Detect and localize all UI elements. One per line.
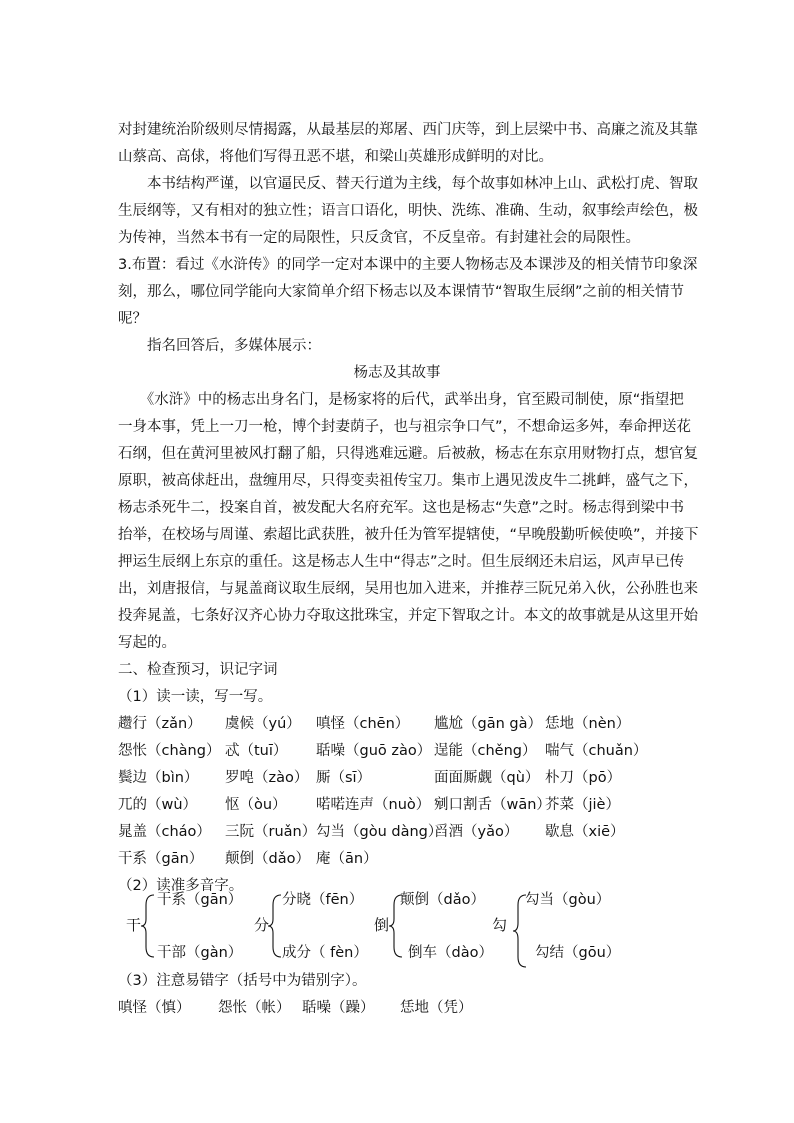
paragraph-line: 刻，那么，哪位同学能向大家简单介绍下杨志以及本课情节“智取生辰纲”之前的相关情节 xyxy=(118,284,685,300)
error-item: 恁地（凭） xyxy=(400,1000,473,1016)
vocab-item: 恁地（nèn） xyxy=(545,716,631,732)
polyphone-item: 成分（ fèn） xyxy=(282,945,368,961)
vocab-item: 逞能（chěng） xyxy=(434,743,537,759)
error-item: 怨怅（帐） xyxy=(218,1000,291,1016)
vocab-item: 兀的（wù） xyxy=(118,797,198,813)
vocab-item: 怄（òu） xyxy=(225,797,287,813)
vocab-item: 剜口割舌（wān） xyxy=(434,797,551,813)
vocab-item: 罗唣（zào） xyxy=(225,770,309,786)
vocab-item: 颠倒（dǎo） xyxy=(225,851,310,867)
vocab-item: 嗔怪（chēn） xyxy=(316,716,410,732)
polyphone-item: 分晓（fēn） xyxy=(282,892,364,908)
vocab-item: 趱行（zǎn） xyxy=(118,716,202,732)
polyphone-item: 颠倒（dǎo） xyxy=(400,892,485,908)
paragraph-line: 指名回答后，多媒体展示： xyxy=(118,338,321,354)
error-item: 嗔怪（慎） xyxy=(118,1000,191,1016)
section-heading: 二、检查预习，识记字词 xyxy=(118,662,278,678)
paragraph-line: 对封建统治阶级则尽情揭露，从最基层的郑屠、西门庆等，到上层梁中书、高廉之流及其靠 xyxy=(118,122,698,138)
vocab-item: 喘气（chuǎn） xyxy=(545,743,648,759)
subsection-heading: （2）读准多音字。 xyxy=(118,878,244,894)
vocab-item: 舀酒（yǎo） xyxy=(434,824,519,840)
polyphone-item: 倒车（dào） xyxy=(408,945,493,961)
story-line: 原职，被高俅赶出，盘缠用尽，只得变卖祖传宝刀。集市上遇见泼皮牛二挑衅，盛气之下， xyxy=(118,473,698,489)
vocab-item: 厮（sī） xyxy=(316,770,372,786)
story-line: 《水浒》中的杨志出身名门，是杨家将的后代，武举出身，官至殿司制使，原“指望把 xyxy=(118,392,684,408)
vocab-item: 喏喏连声（nuò） xyxy=(316,797,431,813)
polyphone-char: 分 xyxy=(254,916,270,934)
vocab-item: 鬓边（bìn） xyxy=(118,770,199,786)
vocab-item: 芥菜（jiè） xyxy=(545,797,620,813)
vocab-item: 怨怅（chàng） xyxy=(118,743,221,759)
vocab-item: 聒噪（guō zào） xyxy=(316,743,432,759)
vocab-item: 勾当（gòu dàng） xyxy=(316,824,443,840)
vocab-item: 尴尬（gān gà） xyxy=(434,716,542,732)
story-line: 石纲，但在黄河里被风打翻了船，只得逃难远避。后被赦，杨志在东京用财物打点，想官复 xyxy=(118,446,698,462)
paragraph-line: 3.布置：看过《水浒传》的同学一定对本课中的主要人物杨志及本课涉及的相关情节印象深 xyxy=(118,257,698,273)
polyphone-item: 干系（gān） xyxy=(157,892,243,908)
story-line: 出，刘唐报信，与晁盖商议取生辰纲，吴用也加入进来，并推荐三阮兄弟入伙，公孙胜也来 xyxy=(118,581,698,597)
vocab-item: 虞候（yú） xyxy=(225,716,301,732)
vocab-item: 晁盖（cháo） xyxy=(118,824,211,840)
polyphone-item: 勾结（gōu） xyxy=(535,945,621,961)
polyphone-char: 倒 xyxy=(374,916,390,934)
story-line: 杨志杀死牛二，投案自首，被发配大名府充军。这也是杨志“失意”之时。杨志得到梁中书 xyxy=(118,500,685,516)
paragraph-line: 呢？ xyxy=(118,311,147,327)
polyphone-char: 干 xyxy=(126,916,142,934)
paragraph-line: 本书结构严谨，以官逼民反、替天行道为主线，每个故事如林冲上山、武松打虎、智取 xyxy=(118,176,698,192)
brace-icon xyxy=(140,893,156,959)
paragraph-line: 山蔡高、高俅，将他们写得丑恶不堪，和梁山英雄形成鲜明的对比。 xyxy=(118,149,553,165)
vocab-item: 干系（gān） xyxy=(118,851,204,867)
story-line: 抬举，在校场与周谨、索超比武获胜，被升任为管军提辖使，“早晚殷勤听候使唤”，并接下 xyxy=(118,527,699,543)
vocab-item: 歇息（xiē） xyxy=(545,824,625,840)
polyphone-char: 勾 xyxy=(492,916,508,934)
brace-icon xyxy=(267,893,283,959)
vocab-item: 忒（tuī） xyxy=(225,743,288,759)
story-title: 杨志及其故事 xyxy=(353,365,441,381)
polyphone-item: 干部（gàn） xyxy=(157,945,243,961)
story-line: 写起的。 xyxy=(118,635,176,651)
story-line: 一身本事，凭上一刀一枪，博个封妻荫子，也与祖宗争口气”，不想命运多舛，奉命押送花 xyxy=(118,419,692,435)
subsection-heading: （1）读一读，写一写。 xyxy=(118,689,273,705)
story-line: 押运生辰纲上东京的重任。这是杨志人生中“得志”之时。但生辰纲还未启运，风声早已传 xyxy=(118,554,685,570)
story-line: 投奔晁盖，七条好汉齐心协力夺取这批珠宝，并定下智取之计。本文的故事就是从这里开始 xyxy=(118,608,698,624)
subsection-heading: （3）注意易错字（括号中为错别字）。 xyxy=(118,973,367,989)
vocab-item: 庵（ān） xyxy=(316,851,378,867)
error-item: 聒噪（躁） xyxy=(302,1000,375,1016)
vocab-item: 面面厮觑（qù） xyxy=(434,770,540,786)
paragraph-line: 为传神，当然本书有一定的局限性，只反贪官，不反皇帝。有封建社会的局限性。 xyxy=(118,230,640,246)
polyphone-item: 勾当（gòu） xyxy=(525,892,611,908)
paragraph-line: 生辰纲等，又有相对的独立性；语言口语化，明快、洗练、准确、生动，叙事绘声绘色，极 xyxy=(118,203,698,219)
vocab-item: 三阮（ruǎn） xyxy=(225,824,317,840)
vocab-item: 朴刀（pō） xyxy=(545,770,622,786)
